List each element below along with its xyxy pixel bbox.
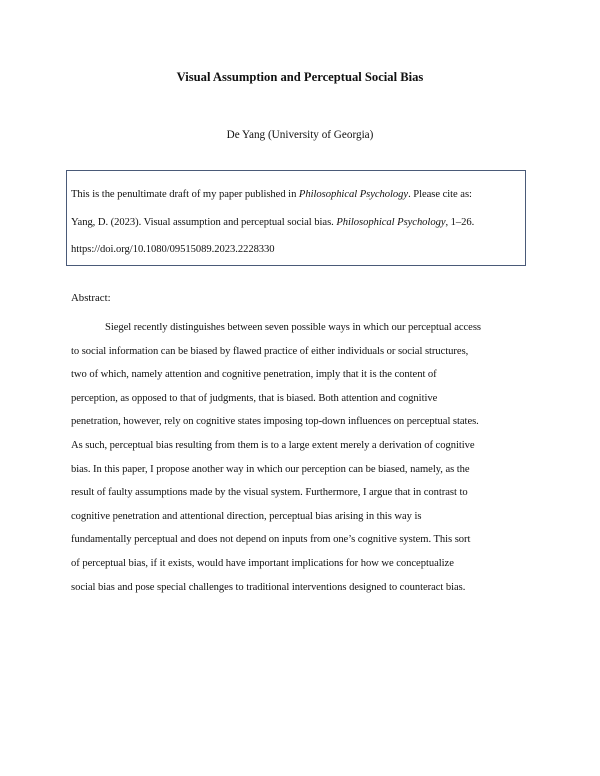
abstract-line: As such, perceptual bias resulting from them is to a large extent merely a derivation of cognitive (71, 439, 475, 451)
notice-line-2-journal: Philosophical Psychology (336, 216, 446, 228)
abstract-line: of perceptual bias, if it exists, would have important implications for how we conceptualize (71, 557, 454, 569)
abstract-body (71, 316, 541, 599)
abstract-line: perception, as opposed to that of judgments, that is biased. Both attention and cognitive (71, 392, 438, 404)
abstract-line: bias. In this paper, I propose another way in which our perception can be biased, namely, as the (71, 463, 470, 475)
notice-line-1 (71, 181, 521, 209)
abstract-line: fundamentally perceptual and does not depend on inputs from one’s cognitive system. This sort (71, 534, 471, 546)
notice-line-1-prefix: This is the penultimate draft of my paper published in (71, 189, 299, 200)
notice-line-2-suffix: , 1–26. (445, 216, 475, 228)
abstract-line: Siegel recently distinguishes between seven possible ways in which our perceptual access (105, 322, 481, 333)
abstract-label: Abstract: (71, 292, 111, 304)
author-line: De Yang (University of Georgia) (226, 129, 374, 141)
abstract-line: to social information can be biased by flawed practice of either individuals or social structures, (71, 345, 469, 357)
abstract-line: penetration, however, rely on cognitive states imposing top-down influences on perceptual states. (71, 416, 479, 428)
notice-line-1-suffix: . Please cite as: (408, 189, 472, 200)
abstract-line: two of which, namely attention and cognitive penetration, imply that it is the content of (71, 369, 437, 381)
notice-line-2 (71, 209, 521, 237)
notice-line-2-prefix: Yang, D. (2023). Visual assumption and perceptual social bias. (71, 216, 337, 228)
abstract-line: cognitive penetration and attentional direction, perceptual bias arising in this way is (71, 510, 422, 522)
paper-title: Visual Assumption and Perceptual Social Bias (176, 70, 424, 84)
abstract-line: result of faulty assumptions made by the visual system. Furthermore, I argue that in contrast to (71, 487, 468, 499)
abstract-line: social bias and pose special challenges to traditional interventions designed to counteract bias. (71, 581, 466, 593)
citation-notice-box (66, 170, 526, 266)
notice-doi[interactable]: https://doi.org/10.1080/09515089.2023.2228330 (71, 244, 275, 255)
notice-line-1-journal: Philosophical Psychology (298, 189, 409, 200)
